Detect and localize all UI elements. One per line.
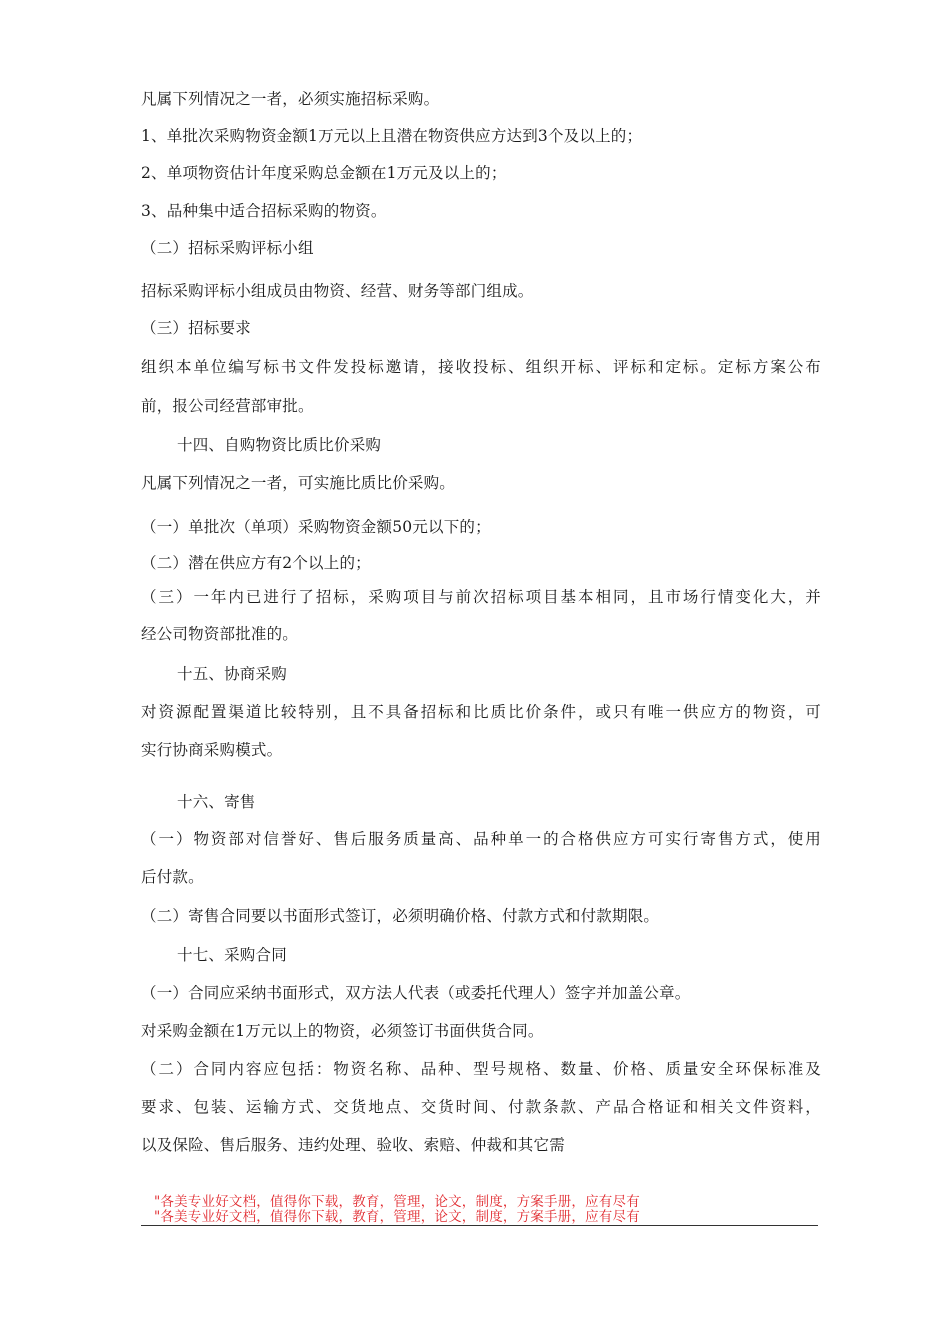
chapter-heading: 十七、采购合同: [177, 946, 287, 964]
footer-watermark-text: "各美专业好文档，值得你下载，教育，管理，论文，制度，方案手册，应有尽有: [154, 1209, 640, 1225]
list-item: （二）合同内容应包括：物资名称、品种、型号规格、数量、价格、质量安全环保标准及: [141, 1060, 821, 1078]
paragraph-line: 实行协商采购模式。: [141, 741, 283, 759]
paragraph-line: 要求、包装、运输方式、交货地点、交货时间、付款条款、产品合格证和相关文件资料，: [141, 1098, 821, 1116]
paragraph-line: 凡属下列情况之一者，可实施比质比价采购。: [141, 474, 456, 492]
chapter-heading: 十四、自购物资比质比价采购: [177, 436, 382, 454]
paragraph-line: 组织本单位编写标书文件发投标邀请，接收投标、组织开标、评标和定标。定标方案公布: [141, 358, 821, 376]
paragraph-line: 招标采购评标小组成员由物资、经营、财务等部门组成。: [141, 282, 534, 300]
list-item: （一）合同应采纳书面形式，双方法人代表（或委托代理人）签字并加盖公章。: [141, 984, 691, 1002]
chapter-heading: 十六、寄售: [177, 793, 256, 811]
list-item: （三）一年内已进行了招标，采购项目与前次招标项目基本相同，且市场行情变化大，并: [141, 588, 821, 606]
paragraph-line: 对采购金额在1万元以上的物资，必须签订书面供货合同。: [141, 1022, 544, 1040]
list-item: （一）物资部对信誉好、售后服务质量高、品种单一的合格供应方可实行寄售方式，使用: [141, 830, 821, 848]
list-item: （一）单批次（单项）采购物资金额50元以下的；: [141, 518, 491, 536]
paragraph-line: 2、单项物资估计年度采购总金额在1万元及以上的；: [141, 164, 507, 182]
paragraph-line: 1、单批次采购物资金额1万元以上且潜在物资供应方达到3个及以上的；: [141, 127, 643, 145]
paragraph-line: 以及保险、售后服务、违约处理、验收、索赔、仲裁和其它需: [141, 1136, 565, 1154]
paragraph-line: 后付款。: [141, 868, 204, 886]
section-heading: （二）招标采购评标小组: [141, 239, 314, 257]
paragraph-line: 前，报公司经营部审批。: [141, 397, 314, 415]
footer-watermark-text: "各美专业好文档，值得你下载，教育，管理，论文，制度，方案手册，应有尽有: [154, 1194, 640, 1210]
paragraph-line: 凡属下列情况之一者，必须实施招标采购。: [141, 90, 440, 108]
section-heading: （三）招标要求: [141, 319, 251, 337]
paragraph-line: 3、品种集中适合招标采购的物资。: [141, 202, 387, 220]
paragraph-line: 对资源配置渠道比较特别，且不具备招标和比质比价条件，或只有唯一供应方的物资，可: [141, 703, 821, 721]
paragraph-line: 经公司物资部批准的。: [141, 625, 299, 643]
list-item: （二）寄售合同要以书面形式签订，必须明确价格、付款方式和付款期限。: [141, 907, 660, 925]
chapter-heading: 十五、协商采购: [177, 665, 287, 683]
footer-divider: [141, 1225, 818, 1226]
list-item: （二）潜在供应方有2个以上的；: [141, 554, 371, 572]
